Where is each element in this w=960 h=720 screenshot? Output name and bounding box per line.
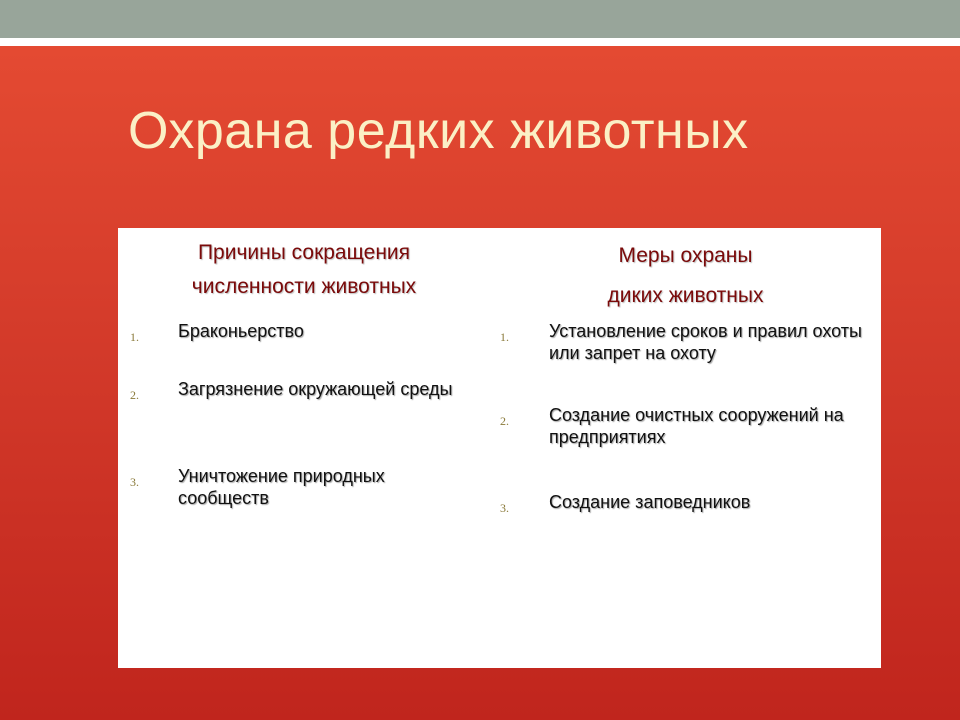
content-panel (118, 228, 881, 668)
causes-heading-line1: Причины сокращения (197, 241, 411, 264)
top-white-stripe (0, 38, 960, 46)
causes-heading (118, 236, 490, 304)
item-number: 3. (500, 501, 509, 515)
measures-column (490, 228, 881, 668)
item-number: 1. (500, 330, 509, 344)
slide-title: Охрана редких животных (128, 102, 749, 160)
causes-heading-line2: численности животных (191, 275, 417, 298)
item-number: 2. (500, 414, 509, 428)
item-text: Установление сроков и правил охоты или запрет на охоту (549, 321, 862, 363)
item-number: 2. (130, 388, 139, 402)
causes-column (118, 228, 490, 668)
item-number: 1. (130, 330, 139, 344)
measures-heading-line2: диких животных (607, 284, 764, 307)
item-number: 3. (130, 475, 139, 489)
measures-heading (490, 236, 881, 316)
item-text: Загрязнение окружающей среды (178, 379, 453, 399)
top-decorative-band (0, 0, 960, 38)
item-text: Создание заповедников (549, 492, 751, 512)
item-text: Создание очистных сооружений на предприятиях (549, 405, 844, 447)
measures-heading-line1: Меры охраны (618, 244, 753, 267)
item-text: Уничтожение природных сообществ (178, 466, 385, 508)
item-text: Браконьерство (178, 321, 304, 341)
